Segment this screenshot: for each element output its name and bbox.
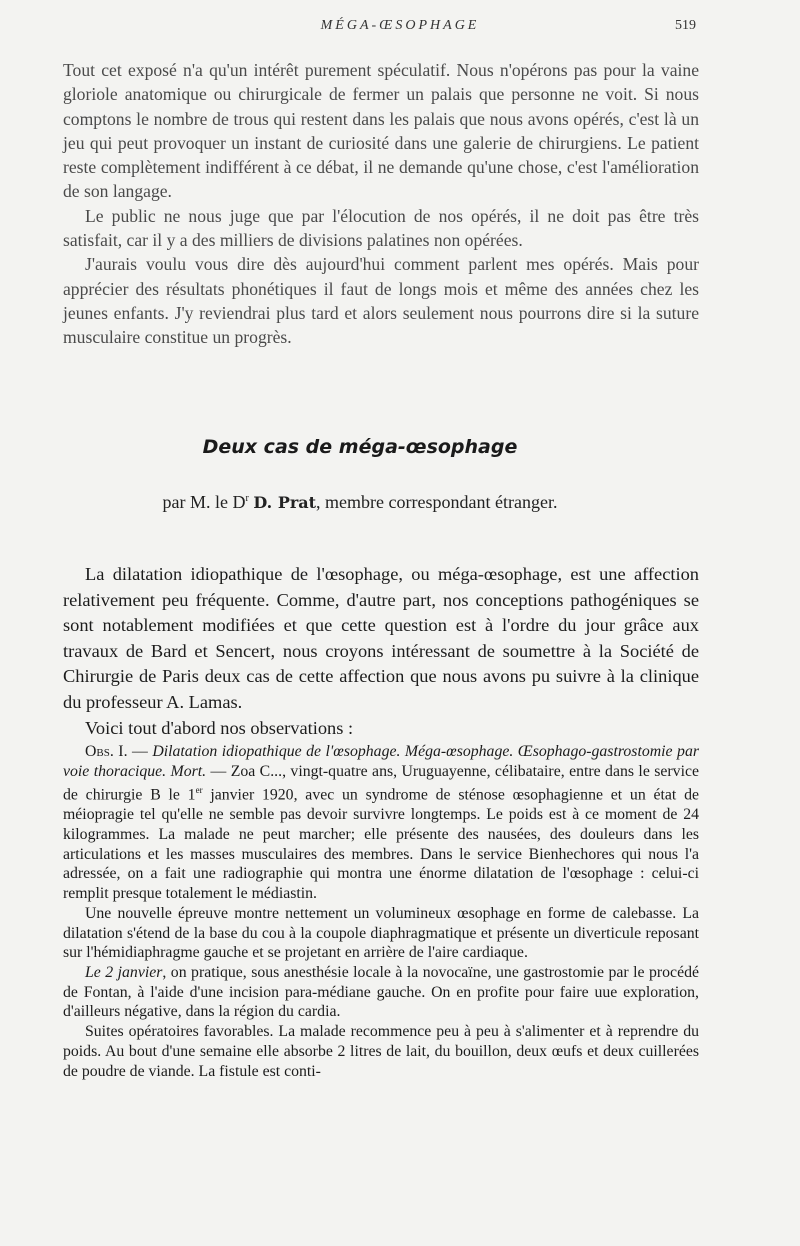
- intro-paragraph-2: Le public ne nous juge que par l'élocution de nos opérés, il ne doit pas être très satisfait, car il y a des milliers de divisions palatines non opérées.: [63, 205, 699, 251]
- running-title: MÉGA-ŒSOPHAGE: [320, 18, 480, 33]
- byline-superscript: r: [245, 493, 249, 504]
- intro-paragraph-3: J'aurais voulu vous dire dès aujourd'hui comment parlent mes opérés. Mais pour apprécier des résultats phonétiques il faut de longs mois et même des années chez les jeunes enfants. J'y reviendrai plus tard et alors seulement nous pourrons dire si la suture musculaire constitue un progrès.: [63, 254, 699, 348]
- observation-title: Dilatation idiopathique de l'œsophage. Méga-œsophage. Œsophago-gastrostomie par voie thoracique. Mort.: [63, 743, 699, 780]
- observation-date: Le 2 janvier: [85, 964, 163, 981]
- observation-paragraph-3-text: , on pratique, sous anesthésie locale à la novocaïne, une gastrostomie par le procédé de Fontan, à l'aide d'une incision para-médiane gauche. On en profite pour faire uue exploration, d'ailleurs négative, dans la région du cardia.: [63, 964, 699, 1021]
- body-paragraph-1: La dilatation idiopathique de l'œsophage, ou méga-œsophage, est une affection relativement peu fréquente. Comme, d'autre part, nos conceptions pathogéniques se sont notablement modifiées et que cette question est à l'ordre du jour grâce aux travaux de Bard et Sencert, nous croyons intéressant de soumettre à la Société de Chirurgie de Paris deux cas de cette affection que nous avons pu suivre à la clinique du professeur A. Lamas.: [63, 564, 699, 712]
- observation-section: [63, 742, 699, 1081]
- intro-paragraph-1: Tout cet exposé n'a qu'un intérêt purement spéculatif. Nous n'opérons pas pour la vaine gloriole anatomique ou chirurgicale de fermer un palais que personne ne voit. Si nous comptons le nombre de trous qui restent dans les palais que nous avons opérés, c'est là un jeu qui peut provoquer un instant de curiosité dans une galerie de chirurgiens. Le patient reste complètement indifférent à ce débat, il ne demande qu'une chose, c'est l'amélioration de son langage.: [63, 60, 699, 202]
- article-byline: [0, 492, 720, 513]
- observation-paragraph-2: Une nouvelle épreuve montre nettement un volumineux œsophage en forme de calebasse. La dilatation s'étend de la base du cou à la coupole diaphragmatique et présente un diverticule reposant sur l'hémidiaphragme gauche et se projetant en arrière de l'aire cardiaque.: [63, 904, 699, 962]
- observation-paragraph-3: [63, 963, 699, 1022]
- body-section: [63, 562, 699, 741]
- author-name: D. Prat: [253, 493, 317, 512]
- observation-intro-b: janvier 1920, avec un syndrome de sténose œsophagienne et un état de méiopragie tel qu'elle ne semble pas devoir survivre longtemps. Le poids est à ce moment de 24 kilogrammes. La malade ne peut marcher; elle présente des nausées, des douleurs dans les articulations et les masses musculaires des membres. Dans le service Bienhechores qui nous l'a adressée, on a fait une radiographie qui montra une énorme dilatation de l'œsophage : celui-ci remplit presque totalement le médiastin.: [63, 786, 699, 903]
- observation-label: Obs. I.: [85, 743, 128, 760]
- intro-section: [63, 58, 699, 350]
- observation-intro-sup: er: [195, 785, 203, 796]
- observation-intro-a: — Zoa C..., vingt-quatre ans, Uruguayenne, célibataire, entre dans le service de chirurgie B le 1: [63, 762, 699, 804]
- observation-paragraph-1: [63, 742, 699, 904]
- byline-prefix: par M. le D: [162, 492, 246, 512]
- article-title: Deux cas de méga-œsophage: [202, 436, 518, 458]
- page-number: 519: [675, 18, 696, 33]
- observation-paragraph-4: Suites opératoires favorables. La malade recommence peu à peu à s'alimenter et à reprendre du poids. Au bout d'une semaine elle absorbe 2 litres de lait, du bouillon, deux œufs et deux cuillerées de poudre de viande. La fistule est conti-: [63, 1023, 699, 1080]
- body-paragraph-2: Voici tout d'abord nos observations :: [85, 717, 354, 738]
- observation-dash: —: [127, 743, 153, 760]
- byline-suffix: , membre correspondant étranger.: [316, 492, 558, 512]
